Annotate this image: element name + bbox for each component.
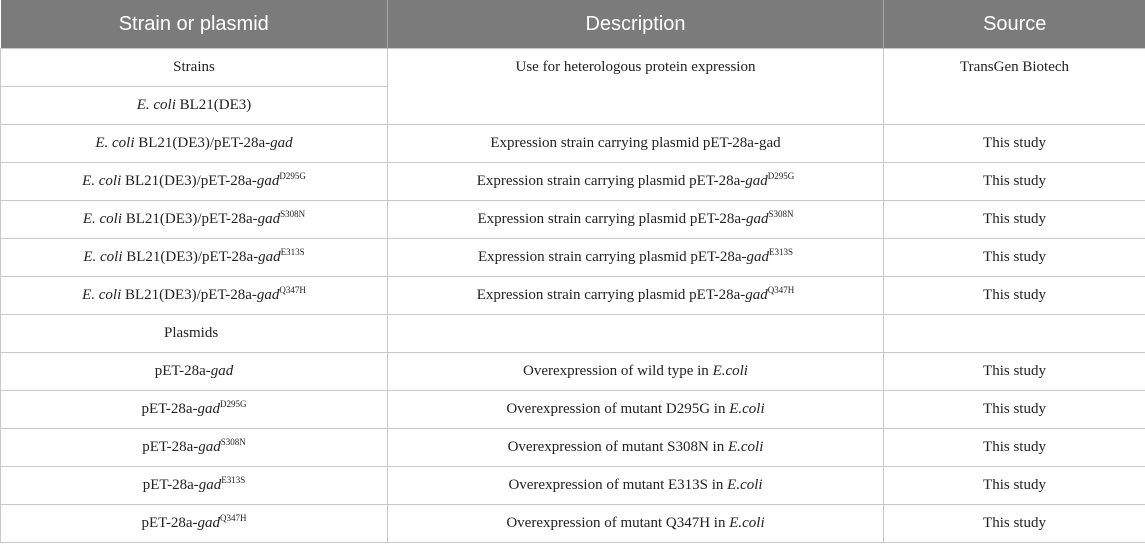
table-row <box>1 315 1145 353</box>
species-name: E. coli <box>95 135 135 151</box>
description-text: Overexpression of mutant D295G in <box>506 401 730 417</box>
strain-description-cell <box>388 125 884 163</box>
strain-name-cell <box>1 87 388 125</box>
plasmid-description-cell <box>388 505 884 543</box>
table-row <box>1 163 1145 201</box>
mutation-sup: S308N <box>280 209 306 219</box>
plasmid-name-cell <box>1 353 388 391</box>
gene-name: gad <box>198 439 221 455</box>
description-text: Overexpression of mutant E313S in <box>508 477 728 493</box>
plasmid-name-cell <box>1 429 388 467</box>
plasmid-description-cell <box>388 353 884 391</box>
strain-description-cell <box>388 163 884 201</box>
strain-name-cell <box>1 163 388 201</box>
gene-name: gad <box>197 401 221 417</box>
gene-name: gad <box>198 477 222 493</box>
header-strain-or-plasmid: Strain or plasmid <box>1 0 388 49</box>
plasmid-name-cell <box>1 505 388 543</box>
gene-name: gad <box>197 515 221 531</box>
mutation-sup: D295G <box>767 171 795 181</box>
source-cell: This study <box>884 163 1145 201</box>
strain-description-cell <box>388 201 884 239</box>
header-source: Source <box>884 0 1145 49</box>
gene-name: gad <box>745 287 768 303</box>
source-cell: This study <box>884 277 1145 315</box>
description-text: Overexpression of mutant Q347H in <box>506 515 730 531</box>
empty-cell <box>388 315 884 353</box>
organism-name: E.coli <box>729 401 765 417</box>
mutation-sup: E313S <box>769 247 794 257</box>
table-row <box>1 201 1145 239</box>
strain-designation: BL21(DE3)/pET-28a- <box>124 173 257 189</box>
table-row <box>1 49 1145 87</box>
mutation-sup: D295G <box>279 171 306 181</box>
plasmid-description-cell <box>388 429 884 467</box>
plasmid-prefix: pET-28a- <box>141 515 198 531</box>
strain-name-cell <box>1 239 388 277</box>
source-cell: This study <box>884 353 1145 391</box>
gene-name: gad <box>257 211 281 227</box>
gene-name: gad <box>746 249 770 265</box>
mutation-sup: E313S <box>221 475 246 485</box>
description-text: Expression strain carrying plasmid pET-28a- <box>477 211 747 227</box>
strain-description-cell <box>388 239 884 277</box>
gene-name: gad <box>256 287 280 303</box>
strain-description-cell <box>388 277 884 315</box>
plasmid-name-cell <box>1 467 388 505</box>
strain-name-cell <box>1 201 388 239</box>
mutation-sup: Q347H <box>767 285 795 295</box>
source-cell: This study <box>884 239 1145 277</box>
mutation-sup: Q347H <box>279 285 306 295</box>
strain-designation: BL21(DE3)/pET-28a- <box>124 287 257 303</box>
strains-section-label: Strains <box>1 49 388 87</box>
species-name: E. coli <box>82 211 122 227</box>
description-text: Expression strain carrying plasmid pET-28a- <box>477 249 747 265</box>
description-text: Overexpression of wild type in <box>523 363 713 379</box>
species-name: E. coli <box>82 173 122 189</box>
description-text: Overexpression of mutant S308N in <box>507 439 728 455</box>
species-name: E. coli <box>83 249 123 265</box>
species-name: E. coli <box>136 97 176 113</box>
plasmid-description-cell <box>388 391 884 429</box>
strains-description: Use for heterologous protein expression <box>388 49 884 125</box>
source-cell: This study <box>884 125 1145 163</box>
plasmids-section-label: Plasmids <box>1 315 388 353</box>
table-row <box>1 429 1145 467</box>
table-row <box>1 125 1145 163</box>
table-row <box>1 505 1145 543</box>
mutation-sup: E313S <box>280 247 305 257</box>
strain-designation: BL21(DE3) <box>179 97 252 113</box>
strain-designation: BL21(DE3)/pET-28a- <box>125 211 258 227</box>
organism-name: E.coli <box>712 363 748 379</box>
source-cell: This study <box>884 391 1145 429</box>
mutation-sup: S308N <box>768 209 794 219</box>
organism-name: E.coli <box>729 515 765 531</box>
plasmid-prefix: pET-28a- <box>142 477 199 493</box>
header-row <box>1 0 1145 49</box>
gene-name: gad <box>746 211 769 227</box>
table-row <box>1 391 1145 429</box>
table-row <box>1 239 1145 277</box>
strain-designation: BL21(DE3)/pET-28a- <box>138 135 271 151</box>
organism-name: E.coli <box>727 477 763 493</box>
source-cell: This study <box>884 467 1145 505</box>
gene-name: gad <box>270 135 293 151</box>
description-text: Expression strain carrying plasmid pET-28a- <box>476 173 746 189</box>
strains-source: TransGen Biotech <box>884 49 1145 125</box>
plasmid-description-cell <box>388 467 884 505</box>
table-row <box>1 353 1145 391</box>
mutation-sup: D295G <box>220 399 247 409</box>
organism-name: E.coli <box>727 439 764 455</box>
source-cell: This study <box>884 201 1145 239</box>
gene-name: gad <box>210 363 234 379</box>
plasmid-name-cell <box>1 391 388 429</box>
empty-cell <box>884 315 1145 353</box>
description-text: Expression strain carrying plasmid pET-28a-gad <box>490 135 781 151</box>
species-name: E. coli <box>82 287 122 303</box>
header-description: Description <box>388 0 884 49</box>
table-row <box>1 277 1145 315</box>
gene-name: gad <box>258 249 281 265</box>
plasmid-prefix: pET-28a- <box>142 439 199 455</box>
gene-name: gad <box>745 173 768 189</box>
plasmid-prefix: pET-28a- <box>154 363 211 379</box>
source-cell: This study <box>884 429 1145 467</box>
table-row <box>1 467 1145 505</box>
source-cell: This study <box>884 505 1145 543</box>
strain-name-cell <box>1 277 388 315</box>
gene-name: gad <box>256 173 280 189</box>
strain-designation: BL21(DE3)/pET-28a- <box>126 249 259 265</box>
description-text: Expression strain carrying plasmid pET-28a- <box>476 287 746 303</box>
strain-name-cell <box>1 125 388 163</box>
mutation-sup: S308N <box>220 437 246 447</box>
plasmid-prefix: pET-28a- <box>141 401 198 417</box>
mutation-sup: Q347H <box>220 513 247 523</box>
